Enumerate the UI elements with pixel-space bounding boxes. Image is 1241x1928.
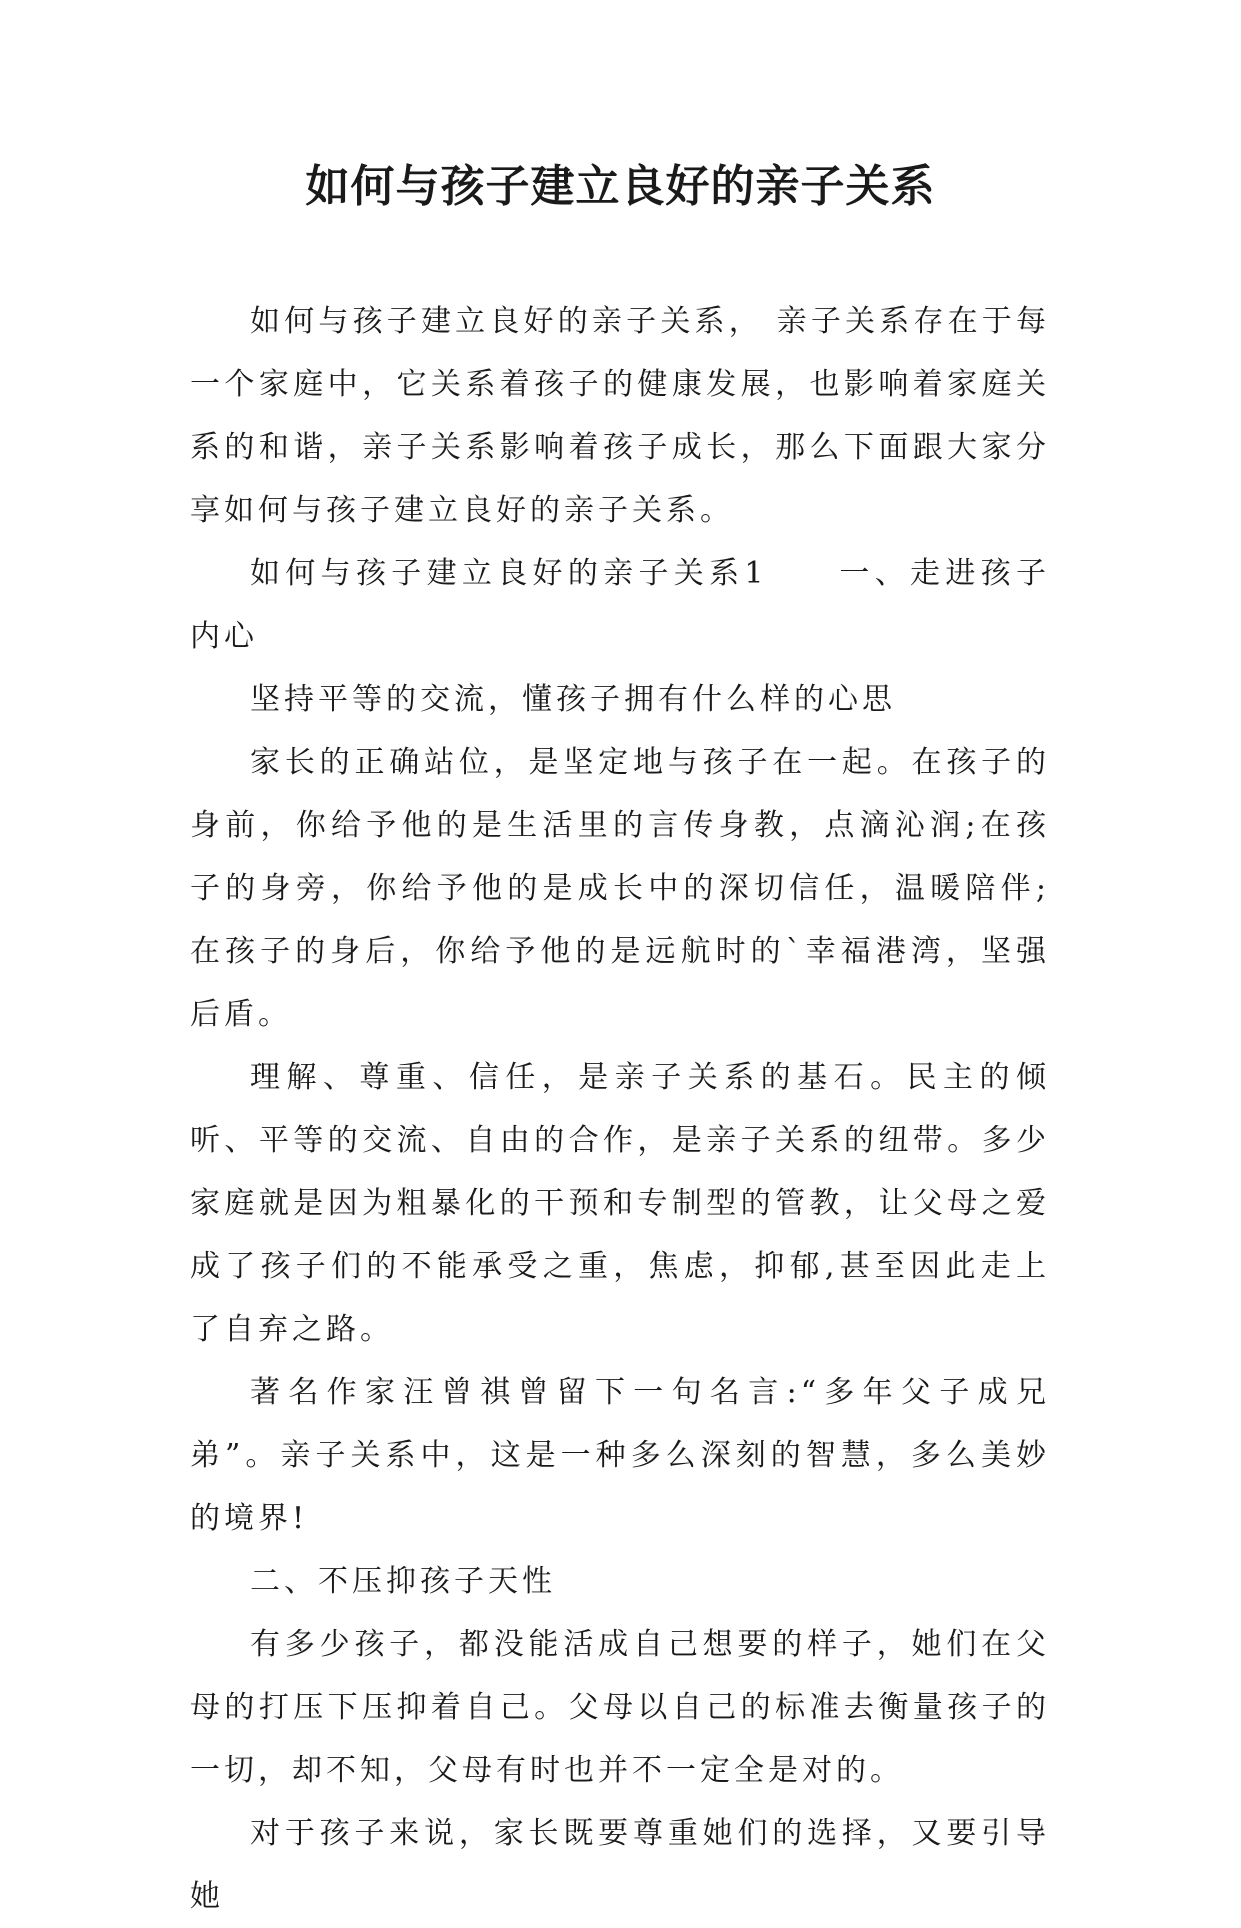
paragraph-parent-position: 家长的正确站位，是坚定地与孩子在一起。在孩子的身前，你给予他的是生活里的言传身教，点滴沁润;在孩子的身旁，你给予他的是成长中的深切信任，温暖陪伴;在孩子的身后，你给予他的是远航时的`幸福港湾，坚强后盾。 <box>190 745 1050 1032</box>
paragraph-quote: 著名作家汪曾祺曾留下一句名言:“多年父子成兄弟”。亲子关系中，这是一种多么深刻的智慧，多么美妙的境界! <box>190 1375 1050 1536</box>
paragraph-section-2-heading: 二、不压抑孩子天性 <box>250 1564 556 1599</box>
paragraph-suppression: 有多少孩子，都没能活成自己想要的样子，她们在父母的打压下压抑着自己。父母以自己的标准去衡量孩子的一切，却不知，父母有时也并不一定全是对的。 <box>190 1627 1050 1788</box>
document-title: 如何与孩子建立良好的亲子关系 <box>305 161 936 212</box>
paragraph-subheading: 坚持平等的交流，懂孩子拥有什么样的心思 <box>250 682 896 717</box>
paragraph-respect-choice: 对于孩子来说，家长既要尊重她们的选择，又要引导她 <box>190 1816 1050 1914</box>
paragraph-section-1-heading: 如何与孩子建立良好的亲子关系1 一、走进孩子内心 <box>190 556 1050 654</box>
paragraph-understanding: 理解、尊重、信任，是亲子关系的基石。民主的倾听、平等的交流、自由的合作，是亲子关系的纽带。多少家庭就是因为粗暴化的干预和专制型的管教，让父母之爱成了孩子们的不能承受之重，焦虑，抑郁,甚至因此走上了自弃之路。 <box>190 1060 1050 1347</box>
document-body <box>190 290 1050 1928</box>
paragraph-intro: 如何与孩子建立良好的亲子关系， 亲子关系存在于每一个家庭中，它关系着孩子的健康发展，也影响着家庭关系的和谐，亲子关系影响着孩子成长，那么下面跟大家分享如何与孩子建立良好的亲子关系。 <box>190 304 1050 528</box>
